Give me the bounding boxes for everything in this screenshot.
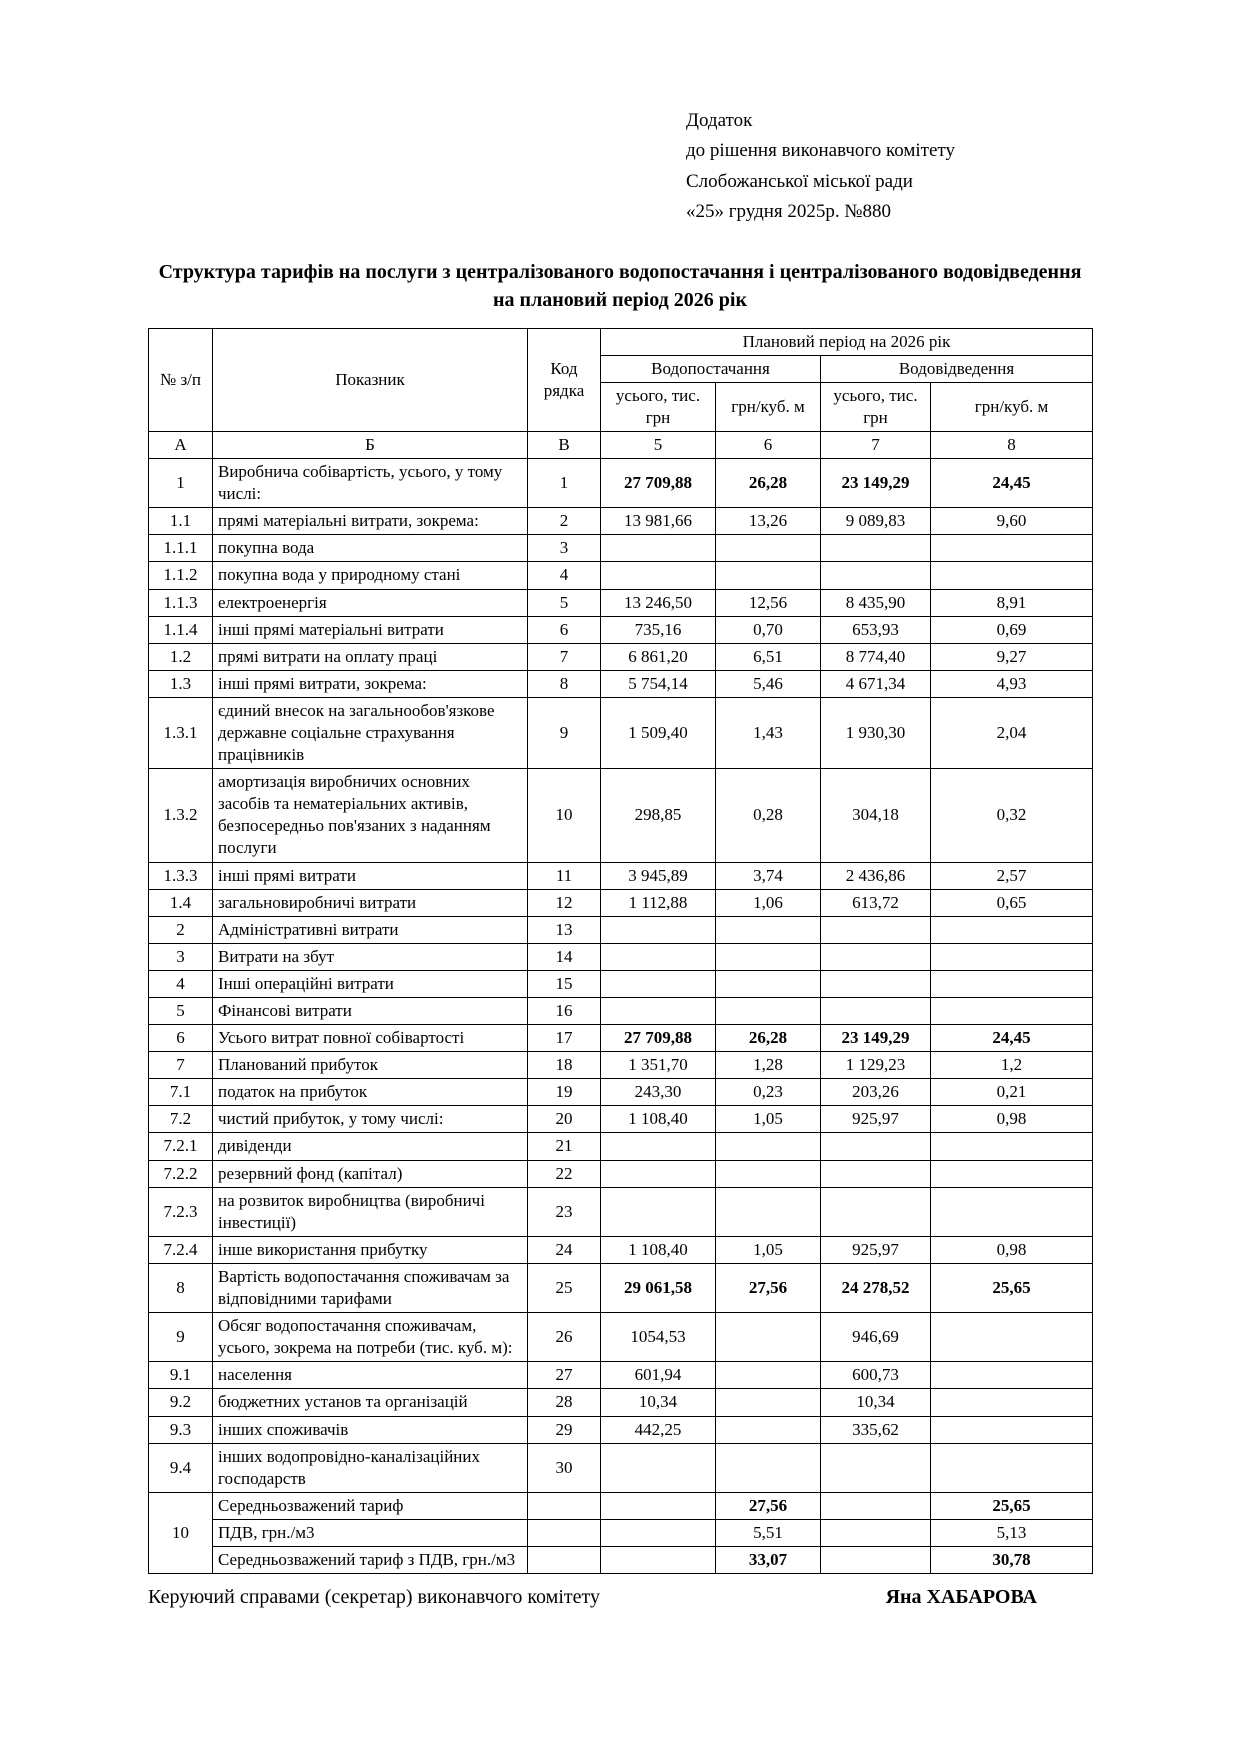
letter-cell: Б bbox=[213, 431, 528, 458]
table-row bbox=[149, 1079, 1093, 1106]
cell-value: 3 945,89 bbox=[601, 862, 716, 889]
cell-value: 601,94 bbox=[601, 1362, 716, 1389]
row-num: 2 bbox=[149, 916, 213, 943]
table-row bbox=[149, 697, 1093, 768]
cell-value bbox=[601, 1133, 716, 1160]
row-num: 1.1.2 bbox=[149, 562, 213, 589]
row-num: 7.2.2 bbox=[149, 1160, 213, 1187]
row-indicator: Усього витрат повної собівартості bbox=[213, 1025, 528, 1052]
cell-value: 27,56 bbox=[716, 1263, 821, 1312]
col-header-ww-total: усього, тис. грн bbox=[821, 382, 931, 431]
row-code: 25 bbox=[528, 1263, 601, 1312]
cell-value: 0,23 bbox=[716, 1079, 821, 1106]
row-code: 18 bbox=[528, 1052, 601, 1079]
cell-value: 27 709,88 bbox=[601, 1025, 716, 1052]
cell-value bbox=[716, 562, 821, 589]
row-indicator: інші прямі витрати bbox=[213, 862, 528, 889]
row-num: 9 bbox=[149, 1313, 213, 1362]
cell-value bbox=[931, 562, 1093, 589]
row-code: 22 bbox=[528, 1160, 601, 1187]
cell-value bbox=[601, 1187, 716, 1236]
cell-value: 24 278,52 bbox=[821, 1263, 931, 1312]
row-code: 15 bbox=[528, 970, 601, 997]
cell-value: 8 435,90 bbox=[821, 589, 931, 616]
table-row bbox=[149, 769, 1093, 862]
table-body bbox=[149, 459, 1093, 1574]
row-indicator: інших водопровідно-каналізаційних господарств bbox=[213, 1443, 528, 1492]
row-num: 1.1.3 bbox=[149, 589, 213, 616]
cell-value: 9,60 bbox=[931, 508, 1093, 535]
row-indicator: єдиний внесок на загальнообов'язкове державне соціальне страхування працівників bbox=[213, 697, 528, 768]
cell-value bbox=[821, 1546, 931, 1573]
cell-value: 2,04 bbox=[931, 697, 1093, 768]
row-indicator: електроенергія bbox=[213, 589, 528, 616]
cell-value bbox=[931, 1362, 1093, 1389]
cell-value: 25,65 bbox=[931, 1263, 1093, 1312]
cell-value: 0,70 bbox=[716, 616, 821, 643]
row-num: 7.2.4 bbox=[149, 1236, 213, 1263]
cell-value bbox=[931, 1133, 1093, 1160]
row-indicator: податок на прибуток bbox=[213, 1079, 528, 1106]
cell-value bbox=[821, 1443, 931, 1492]
row-indicator: Адміністративні витрати bbox=[213, 916, 528, 943]
cell-value: 8,91 bbox=[931, 589, 1093, 616]
row-num: 6 bbox=[149, 1025, 213, 1052]
letter-cell: 8 bbox=[931, 431, 1093, 458]
row-indicator: чистий прибуток, у тому числі: bbox=[213, 1106, 528, 1133]
row-code: 28 bbox=[528, 1389, 601, 1416]
table-row bbox=[149, 1160, 1093, 1187]
cell-value: 1 351,70 bbox=[601, 1052, 716, 1079]
table-row bbox=[149, 1443, 1093, 1492]
table-row bbox=[149, 459, 1093, 508]
cell-value: 25,65 bbox=[931, 1492, 1093, 1519]
row-code: 7 bbox=[528, 643, 601, 670]
signatory-name: Яна ХАБАРОВА bbox=[885, 1586, 1037, 1609]
cell-value: 9 089,83 bbox=[821, 508, 931, 535]
cell-value: 0,28 bbox=[716, 769, 821, 862]
cell-value: 9,27 bbox=[931, 643, 1093, 670]
table-row bbox=[149, 1546, 1093, 1573]
cell-value bbox=[821, 1160, 931, 1187]
cell-value: 1 129,23 bbox=[821, 1052, 931, 1079]
row-num: 1 bbox=[149, 459, 213, 508]
cell-value bbox=[601, 998, 716, 1025]
cell-value: 1,05 bbox=[716, 1106, 821, 1133]
row-num: 1.1 bbox=[149, 508, 213, 535]
document-content bbox=[148, 0, 1092, 1611]
row-indicator: Витрати на збут bbox=[213, 943, 528, 970]
cell-value bbox=[716, 1160, 821, 1187]
cell-value: 442,25 bbox=[601, 1416, 716, 1443]
row-num: 3 bbox=[149, 943, 213, 970]
cell-value bbox=[716, 1416, 821, 1443]
row-num: 10 bbox=[149, 1492, 213, 1573]
cell-value bbox=[931, 970, 1093, 997]
cell-value bbox=[821, 916, 931, 943]
row-indicator: інші прямі матеріальні витрати bbox=[213, 616, 528, 643]
row-indicator: бюджетних установ та організацій bbox=[213, 1389, 528, 1416]
cell-value: 24,45 bbox=[931, 459, 1093, 508]
cell-value: 2 436,86 bbox=[821, 862, 931, 889]
cell-value: 29 061,58 bbox=[601, 1263, 716, 1312]
cell-value bbox=[821, 562, 931, 589]
cell-value: 27 709,88 bbox=[601, 459, 716, 508]
cell-value: 13,26 bbox=[716, 508, 821, 535]
cell-value bbox=[931, 535, 1093, 562]
row-code: 30 bbox=[528, 1443, 601, 1492]
appendix-line: до рішення виконавчого комітету bbox=[686, 140, 955, 162]
cell-value: 304,18 bbox=[821, 769, 931, 862]
table-row bbox=[149, 508, 1093, 535]
cell-value: 3,74 bbox=[716, 862, 821, 889]
cell-value: 600,73 bbox=[821, 1362, 931, 1389]
cell-value bbox=[716, 970, 821, 997]
cell-value bbox=[931, 1416, 1093, 1443]
row-num: 4 bbox=[149, 970, 213, 997]
cell-value: 1,43 bbox=[716, 697, 821, 768]
col-header-ww-rate: грн/куб. м bbox=[931, 382, 1093, 431]
table-row bbox=[149, 916, 1093, 943]
row-indicator: Середньозважений тариф з ПДВ, грн./м3 bbox=[213, 1546, 528, 1573]
table-row bbox=[149, 889, 1093, 916]
cell-value bbox=[821, 1187, 931, 1236]
table-row bbox=[149, 1052, 1093, 1079]
table-row bbox=[149, 535, 1093, 562]
cell-value bbox=[821, 1133, 931, 1160]
cell-value: 1,06 bbox=[716, 889, 821, 916]
col-header-indicator: Показник bbox=[213, 328, 528, 431]
cell-value: 10,34 bbox=[821, 1389, 931, 1416]
table-row bbox=[149, 1263, 1093, 1312]
row-indicator: дивіденди bbox=[213, 1133, 528, 1160]
row-code: 12 bbox=[528, 889, 601, 916]
row-code: 13 bbox=[528, 916, 601, 943]
cell-value: 12,56 bbox=[716, 589, 821, 616]
row-code: 23 bbox=[528, 1187, 601, 1236]
cell-value: 13 981,66 bbox=[601, 508, 716, 535]
cell-value: 653,93 bbox=[821, 616, 931, 643]
table-row bbox=[149, 1133, 1093, 1160]
row-code: 17 bbox=[528, 1025, 601, 1052]
signature-title: Керуючий справами (секретар) виконавчого комітету bbox=[148, 1586, 600, 1609]
cell-value: 243,30 bbox=[601, 1079, 716, 1106]
table-row bbox=[149, 616, 1093, 643]
row-num: 5 bbox=[149, 998, 213, 1025]
cell-value: 0,21 bbox=[931, 1079, 1093, 1106]
col-header-ws-total: усього, тис. грн bbox=[601, 382, 716, 431]
row-num: 7.2.1 bbox=[149, 1133, 213, 1160]
row-num: 7 bbox=[149, 1052, 213, 1079]
letter-cell: 6 bbox=[716, 431, 821, 458]
cell-value: 613,72 bbox=[821, 889, 931, 916]
cell-value bbox=[821, 1519, 931, 1546]
row-indicator: на розвиток виробництва (виробничі інвестиції) bbox=[213, 1187, 528, 1236]
cell-value bbox=[821, 943, 931, 970]
cell-value: 925,97 bbox=[821, 1106, 931, 1133]
cell-value: 335,62 bbox=[821, 1416, 931, 1443]
cell-value bbox=[716, 535, 821, 562]
cell-value: 735,16 bbox=[601, 616, 716, 643]
cell-value bbox=[716, 998, 821, 1025]
cell-value: 0,65 bbox=[931, 889, 1093, 916]
row-indicator: Фінансові витрати bbox=[213, 998, 528, 1025]
cell-value: 0,32 bbox=[931, 769, 1093, 862]
cell-value: 0,98 bbox=[931, 1106, 1093, 1133]
cell-value bbox=[931, 998, 1093, 1025]
row-code: 11 bbox=[528, 862, 601, 889]
cell-value bbox=[821, 970, 931, 997]
row-code: 2 bbox=[528, 508, 601, 535]
row-code: 14 bbox=[528, 943, 601, 970]
table-row bbox=[149, 1313, 1093, 1362]
cell-value bbox=[821, 998, 931, 1025]
header-row-1 bbox=[149, 328, 1093, 355]
row-num: 9.4 bbox=[149, 1443, 213, 1492]
row-indicator: прямі витрати на оплату праці bbox=[213, 643, 528, 670]
cell-value: 203,26 bbox=[821, 1079, 931, 1106]
col-header-water-supply: Водопостачання bbox=[601, 355, 821, 382]
row-indicator: Середньозважений тариф bbox=[213, 1492, 528, 1519]
row-indicator: резервний фонд (капітал) bbox=[213, 1160, 528, 1187]
cell-value: 23 149,29 bbox=[821, 459, 931, 508]
col-header-ws-rate: грн/куб. м bbox=[716, 382, 821, 431]
cell-value bbox=[931, 943, 1093, 970]
letter-cell: 7 bbox=[821, 431, 931, 458]
cell-value bbox=[601, 1160, 716, 1187]
row-indicator: ПДВ, грн./м3 bbox=[213, 1519, 528, 1546]
row-indicator: інше використання прибутку bbox=[213, 1236, 528, 1263]
cell-value: 1 930,30 bbox=[821, 697, 931, 768]
cell-value: 298,85 bbox=[601, 769, 716, 862]
document-title: Структура тарифів на послуги з централізованого водопостачання і централізованого водовідведення на плановий період 2026 рік bbox=[158, 260, 1082, 311]
cell-value bbox=[931, 1313, 1093, 1362]
row-code: 20 bbox=[528, 1106, 601, 1133]
cell-value bbox=[601, 970, 716, 997]
table-row bbox=[149, 562, 1093, 589]
letter-row bbox=[149, 431, 1093, 458]
cell-value bbox=[931, 1187, 1093, 1236]
row-code: 10 bbox=[528, 769, 601, 862]
table-row bbox=[149, 1389, 1093, 1416]
row-code bbox=[528, 1519, 601, 1546]
cell-value: 1 509,40 bbox=[601, 697, 716, 768]
table-row bbox=[149, 943, 1093, 970]
row-indicator: інші прямі витрати, зокрема: bbox=[213, 670, 528, 697]
row-num: 1.2 bbox=[149, 643, 213, 670]
cell-value: 1 112,88 bbox=[601, 889, 716, 916]
col-header-wastewater: Водовідведення bbox=[821, 355, 1093, 382]
row-num: 9.3 bbox=[149, 1416, 213, 1443]
letter-cell: А bbox=[149, 431, 213, 458]
cell-value: 26,28 bbox=[716, 1025, 821, 1052]
cell-value bbox=[601, 916, 716, 943]
row-indicator: Планований прибуток bbox=[213, 1052, 528, 1079]
table-row bbox=[149, 998, 1093, 1025]
cell-value bbox=[931, 1160, 1093, 1187]
row-indicator: Інші операційні витрати bbox=[213, 970, 528, 997]
row-num: 9.1 bbox=[149, 1362, 213, 1389]
footer bbox=[148, 1584, 1092, 1611]
cell-value: 13 246,50 bbox=[601, 589, 716, 616]
cell-value bbox=[821, 535, 931, 562]
cell-value bbox=[716, 1389, 821, 1416]
table-row bbox=[149, 1106, 1093, 1133]
cell-value: 6 861,20 bbox=[601, 643, 716, 670]
row-num: 8 bbox=[149, 1263, 213, 1312]
cell-value bbox=[821, 1492, 931, 1519]
cell-value: 1 108,40 bbox=[601, 1236, 716, 1263]
cell-value: 5,46 bbox=[716, 670, 821, 697]
cell-value: 26,28 bbox=[716, 459, 821, 508]
cell-value: 6,51 bbox=[716, 643, 821, 670]
row-indicator: населення bbox=[213, 1362, 528, 1389]
row-code bbox=[528, 1546, 601, 1573]
row-num: 1.3.3 bbox=[149, 862, 213, 889]
cell-value: 0,98 bbox=[931, 1236, 1093, 1263]
cell-value: 925,97 bbox=[821, 1236, 931, 1263]
row-num: 7.2.3 bbox=[149, 1187, 213, 1236]
cell-value: 0,69 bbox=[931, 616, 1093, 643]
cell-value bbox=[716, 1362, 821, 1389]
cell-value: 33,07 bbox=[716, 1546, 821, 1573]
cell-value bbox=[716, 943, 821, 970]
row-num: 1.1.1 bbox=[149, 535, 213, 562]
letter-cell: 5 bbox=[601, 431, 716, 458]
cell-value bbox=[601, 1546, 716, 1573]
table-row bbox=[149, 589, 1093, 616]
row-code: 4 bbox=[528, 562, 601, 589]
row-code: 16 bbox=[528, 998, 601, 1025]
cell-value bbox=[601, 1519, 716, 1546]
cell-value bbox=[601, 562, 716, 589]
table-head bbox=[149, 328, 1093, 458]
cell-value bbox=[716, 1187, 821, 1236]
row-indicator: Виробнича собівартість, усього, у тому числі: bbox=[213, 459, 528, 508]
row-code: 5 bbox=[528, 589, 601, 616]
cell-value bbox=[601, 943, 716, 970]
row-indicator: Обсяг водопостачання споживачам, усього, зокрема на потреби (тис. куб. м): bbox=[213, 1313, 528, 1362]
row-num: 1.4 bbox=[149, 889, 213, 916]
cell-value: 5 754,14 bbox=[601, 670, 716, 697]
row-code: 1 bbox=[528, 459, 601, 508]
cell-value: 27,56 bbox=[716, 1492, 821, 1519]
table-row bbox=[149, 1416, 1093, 1443]
cell-value bbox=[931, 1443, 1093, 1492]
row-num: 9.2 bbox=[149, 1389, 213, 1416]
cell-value bbox=[601, 535, 716, 562]
cell-value: 1054,53 bbox=[601, 1313, 716, 1362]
cell-value bbox=[931, 916, 1093, 943]
cell-value: 946,69 bbox=[821, 1313, 931, 1362]
row-num: 1.3 bbox=[149, 670, 213, 697]
cell-value: 1,28 bbox=[716, 1052, 821, 1079]
row-num: 1.3.2 bbox=[149, 769, 213, 862]
appendix-line: «25» грудня 2025р. №880 bbox=[686, 201, 892, 223]
appendix-block bbox=[686, 106, 1092, 228]
cell-value bbox=[931, 1389, 1093, 1416]
table-row bbox=[149, 643, 1093, 670]
table-row bbox=[149, 862, 1093, 889]
cell-value: 1,05 bbox=[716, 1236, 821, 1263]
cell-value: 24,45 bbox=[931, 1025, 1093, 1052]
cell-value: 10,34 bbox=[601, 1389, 716, 1416]
cell-value bbox=[716, 916, 821, 943]
row-code: 29 bbox=[528, 1416, 601, 1443]
table-row bbox=[149, 1187, 1093, 1236]
row-indicator: загальновиробничі витрати bbox=[213, 889, 528, 916]
row-num: 7.2 bbox=[149, 1106, 213, 1133]
cell-value: 1,2 bbox=[931, 1052, 1093, 1079]
row-indicator: покупна вода bbox=[213, 535, 528, 562]
cell-value: 8 774,40 bbox=[821, 643, 931, 670]
cell-value: 5,51 bbox=[716, 1519, 821, 1546]
cell-value: 2,57 bbox=[931, 862, 1093, 889]
row-code: 21 bbox=[528, 1133, 601, 1160]
row-num: 7.1 bbox=[149, 1079, 213, 1106]
cell-value bbox=[601, 1443, 716, 1492]
row-indicator: Вартість водопостачання споживачам за відповідними тарифами bbox=[213, 1263, 528, 1312]
row-code: 26 bbox=[528, 1313, 601, 1362]
cell-value: 5,13 bbox=[931, 1519, 1093, 1546]
table-row bbox=[149, 1025, 1093, 1052]
row-indicator: прямі матеріальні витрати, зокрема: bbox=[213, 508, 528, 535]
cell-value bbox=[716, 1313, 821, 1362]
col-header-code: Код рядка bbox=[528, 328, 601, 431]
cell-value bbox=[601, 1492, 716, 1519]
cell-value: 30,78 bbox=[931, 1546, 1093, 1573]
appendix-line: Слобожанської міської ради bbox=[686, 170, 913, 192]
appendix-line: Додаток bbox=[686, 110, 753, 131]
cell-value: 1 108,40 bbox=[601, 1106, 716, 1133]
cell-value: 4 671,34 bbox=[821, 670, 931, 697]
row-indicator: амортизація виробничих основних засобів та нематеріальних активів, безпосередньо пов'язаних з наданням послуги bbox=[213, 769, 528, 862]
table-row bbox=[149, 970, 1093, 997]
tariff-table bbox=[148, 328, 1093, 1575]
row-code: 27 bbox=[528, 1362, 601, 1389]
table-row bbox=[149, 1519, 1093, 1546]
cell-value bbox=[716, 1133, 821, 1160]
row-num: 1.3.1 bbox=[149, 697, 213, 768]
row-code: 19 bbox=[528, 1079, 601, 1106]
row-code bbox=[528, 1492, 601, 1519]
col-header-period: Плановий період на 2026 рік bbox=[601, 328, 1093, 355]
table-row bbox=[149, 1362, 1093, 1389]
row-num: 1.1.4 bbox=[149, 616, 213, 643]
row-code: 6 bbox=[528, 616, 601, 643]
table-row bbox=[149, 1236, 1093, 1263]
row-indicator: покупна вода у природному стані bbox=[213, 562, 528, 589]
table-row bbox=[149, 1492, 1093, 1519]
table-row bbox=[149, 670, 1093, 697]
row-code: 9 bbox=[528, 697, 601, 768]
row-code: 8 bbox=[528, 670, 601, 697]
row-code: 24 bbox=[528, 1236, 601, 1263]
cell-value bbox=[716, 1443, 821, 1492]
row-code: 3 bbox=[528, 535, 601, 562]
letter-cell: В bbox=[528, 431, 601, 458]
row-indicator: інших споживачів bbox=[213, 1416, 528, 1443]
col-header-num: № з/п bbox=[149, 328, 213, 431]
cell-value: 23 149,29 bbox=[821, 1025, 931, 1052]
cell-value: 4,93 bbox=[931, 670, 1093, 697]
